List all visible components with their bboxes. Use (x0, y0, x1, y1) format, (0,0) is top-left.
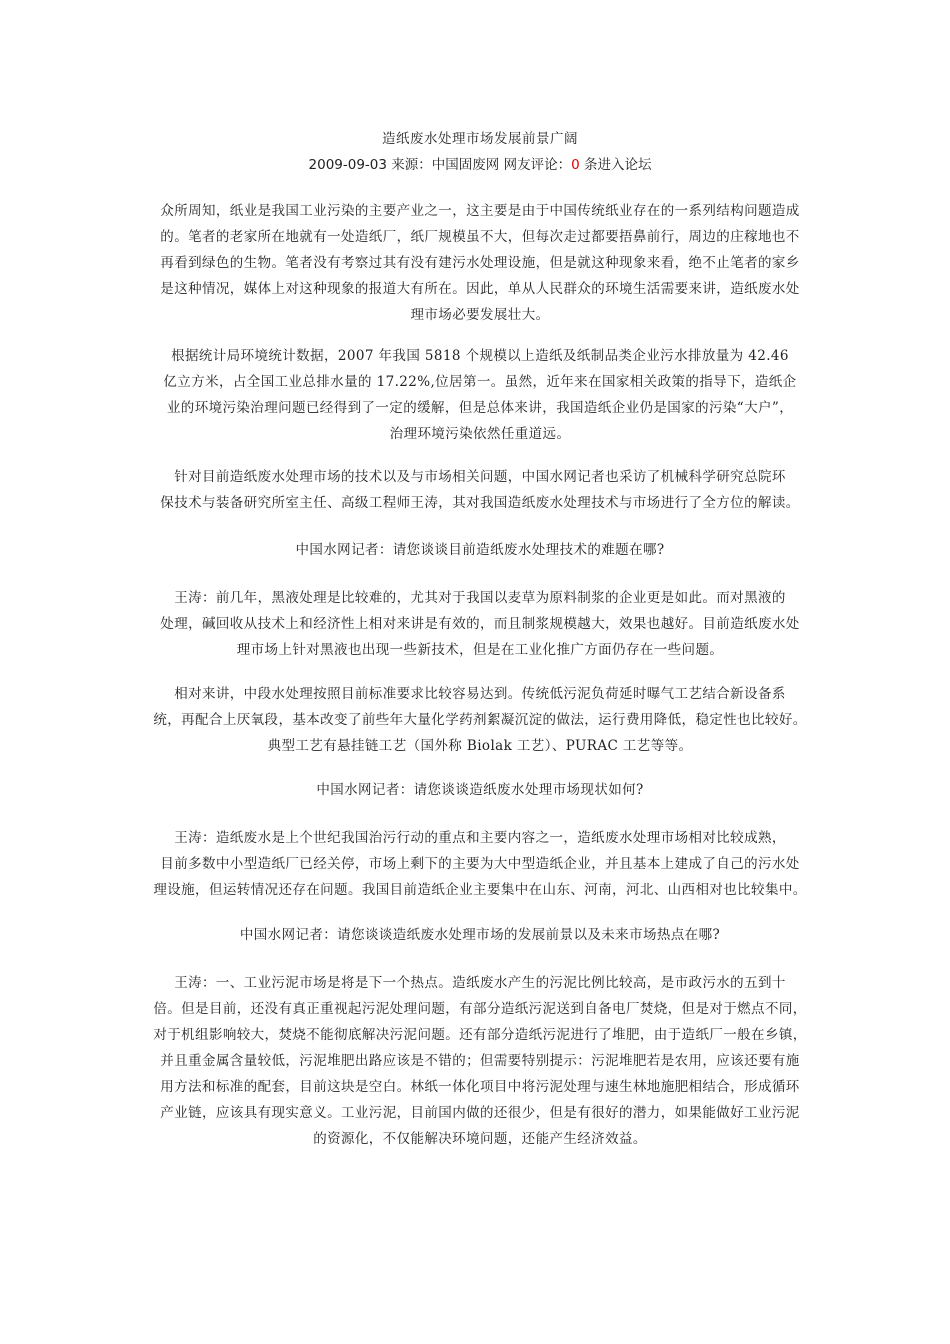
paragraph-line: 王涛：造纸废水是上个世纪我国治污行动的重点和主要内容之一，造纸废水处理市场相对比较成熟， (174, 830, 786, 846)
paragraph-line: 理市场上针对黑液也出现一些新技术，但是在工业化推广方面仍存在一些问题。 (236, 642, 724, 658)
paragraph-line: 王涛：一、工业污泥市场是将是下一个热点。造纸废水产生的污泥比例比较高，是市政污水的五到十 (174, 975, 786, 991)
paragraph-line: 王涛：前几年，黑液处理是比较难的，尤其对于我国以麦草为原料制浆的企业更是如此。而对黑液的 (174, 590, 786, 606)
paragraph-line: 治理环境污染依然任重道远。 (389, 426, 571, 442)
document-page (145, 0, 815, 1344)
paragraph-line: 众所周知，纸业是我国工业污染的主要产业之一，这主要是由于中国传统纸业存在的一系列结构问题造成 (160, 203, 800, 219)
paragraph-line: 是这种情况，媒体上对这种现象的报道大有所在。因此，单从人民群众的环境生活需要来讲，造纸废水处 (160, 281, 800, 297)
paragraph-line: 倍。但是目前，还没有真正重视起污泥处理问题，有部分造纸污泥送到自备电厂焚烧，但是对于燃点不同， (153, 1001, 807, 1017)
paragraph-statistics (145, 343, 815, 447)
paragraph-line: 产业链，应该具有现实意义。工业污泥，目前国内做的还很少，但是有很好的潜力，如果能做好工业污泥 (160, 1105, 800, 1121)
article-date: 2009-09-03 (308, 157, 387, 173)
paragraph-line: 保技术与装备研究所室主任、高级工程师王涛，其对我国造纸废水处理技术与市场进行了全方位的解读。 (160, 495, 800, 511)
article-header (145, 126, 815, 178)
paragraph-line: 目前多数中小型造纸厂已经关停，市场上剩下的主要为大中型造纸企业，并且基本上建成了自己的污水处 (160, 856, 800, 872)
article-source: 来源：中国固废网 网友评论： (386, 157, 572, 173)
interview-question-2 (145, 777, 815, 803)
paragraph-line: 理市场必要发展壮大。 (410, 307, 550, 323)
paragraph-intro (145, 198, 815, 328)
paragraph-interview-intro (145, 464, 815, 516)
comment-link-text[interactable]: 条进入论坛 (579, 157, 652, 173)
paragraph-line: 对于机组影响较大，焚烧不能彻底解决污泥问题。还有部分造纸污泥进行了堆肥，由于造纸厂一般在乡镇， (153, 1027, 807, 1043)
interview-answer-1-continued (145, 681, 815, 759)
paragraph-line: 根据统计局环境统计数据，2007 年我国 5818 个规模以上造纸及纸制品类企业污水排放量为 42.46 (171, 348, 789, 364)
interview-question-1 (145, 537, 815, 563)
interview-question-3 (145, 922, 815, 948)
question-text: 中国水网记者：请您谈谈造纸废水处理市场现状如何? (316, 782, 644, 798)
paragraph-line: 的资源化，不仅能解决环境问题，还能产生经济效益。 (313, 1131, 647, 1147)
paragraph-line: 亿立方米，占全国工业总排水量的 17.22%,位居第一。虽然，近年来在国家相关政策的指导下，造纸企 (163, 374, 797, 390)
paragraph-line: 再看到绿色的生物。笔者没有考察过其有没有建污水处理设施，但是就这种现象来看，绝不止笔者的家乡 (160, 255, 800, 271)
paragraph-line: 相对来讲，中段水处理按照目前标准要求比较容易达到。传统低污泥负荷延时曝气工艺结合新设备系 (174, 686, 786, 702)
paragraph-line: 典型工艺有悬挂链工艺（国外称 Biolak 工艺）、PURAC 工艺等等。 (267, 738, 693, 754)
article-title: 造纸废水处理市场发展前景广阔 (382, 131, 578, 147)
paragraph-line: 业的环境污染治理问题已经得到了一定的缓解，但是总体来讲，我国造纸企业仍是国家的污染“大户”， (166, 400, 794, 416)
question-text: 中国水网记者：请您谈谈目前造纸废水处理技术的难题在哪? (295, 542, 665, 558)
paragraph-line: 理设施，但运转情况还存在问题。我国目前造纸企业主要集中在山东、河南，河北、山西相对也比较集中。 (153, 882, 807, 898)
interview-answer-2 (145, 825, 815, 903)
interview-answer-3 (145, 970, 815, 1152)
article-meta (145, 152, 815, 178)
paragraph-line: 用方法和标准的配套，目前这块是空白。林纸一体化项目中将污泥处理与速生林地施肥相结合，形成循环 (160, 1079, 800, 1095)
paragraph-line: 针对目前造纸废水处理市场的技术以及与市场相关问题，中国水网记者也采访了机械科学研究总院环 (174, 469, 786, 485)
comment-count[interactable]: 0 (571, 157, 580, 173)
paragraph-line: 处理，碱回收从技术上和经济性上相对来讲是有效的，而且制浆规模越大，效果也越好。目前造纸废水处 (160, 616, 800, 632)
paragraph-line: 并且重金属含量较低，污泥堆肥出路应该是不错的；但需要特别提示：污泥堆肥若是农用，应该还要有施 (160, 1053, 800, 1069)
question-text: 中国水网记者：请您谈谈造纸废水处理市场的发展前景以及未来市场热点在哪? (239, 927, 721, 943)
paragraph-line: 的。笔者的老家所在地就有一处造纸厂，纸厂规模虽不大，但每次走过都要捂鼻前行，周边的庄稼地也不 (160, 229, 800, 245)
interview-answer-1 (145, 585, 815, 663)
paragraph-line: 统，再配合上厌氧段，基本改变了前些年大量化学药剂絮凝沉淀的做法，运行费用降低，稳定性也比较好。 (153, 712, 807, 728)
